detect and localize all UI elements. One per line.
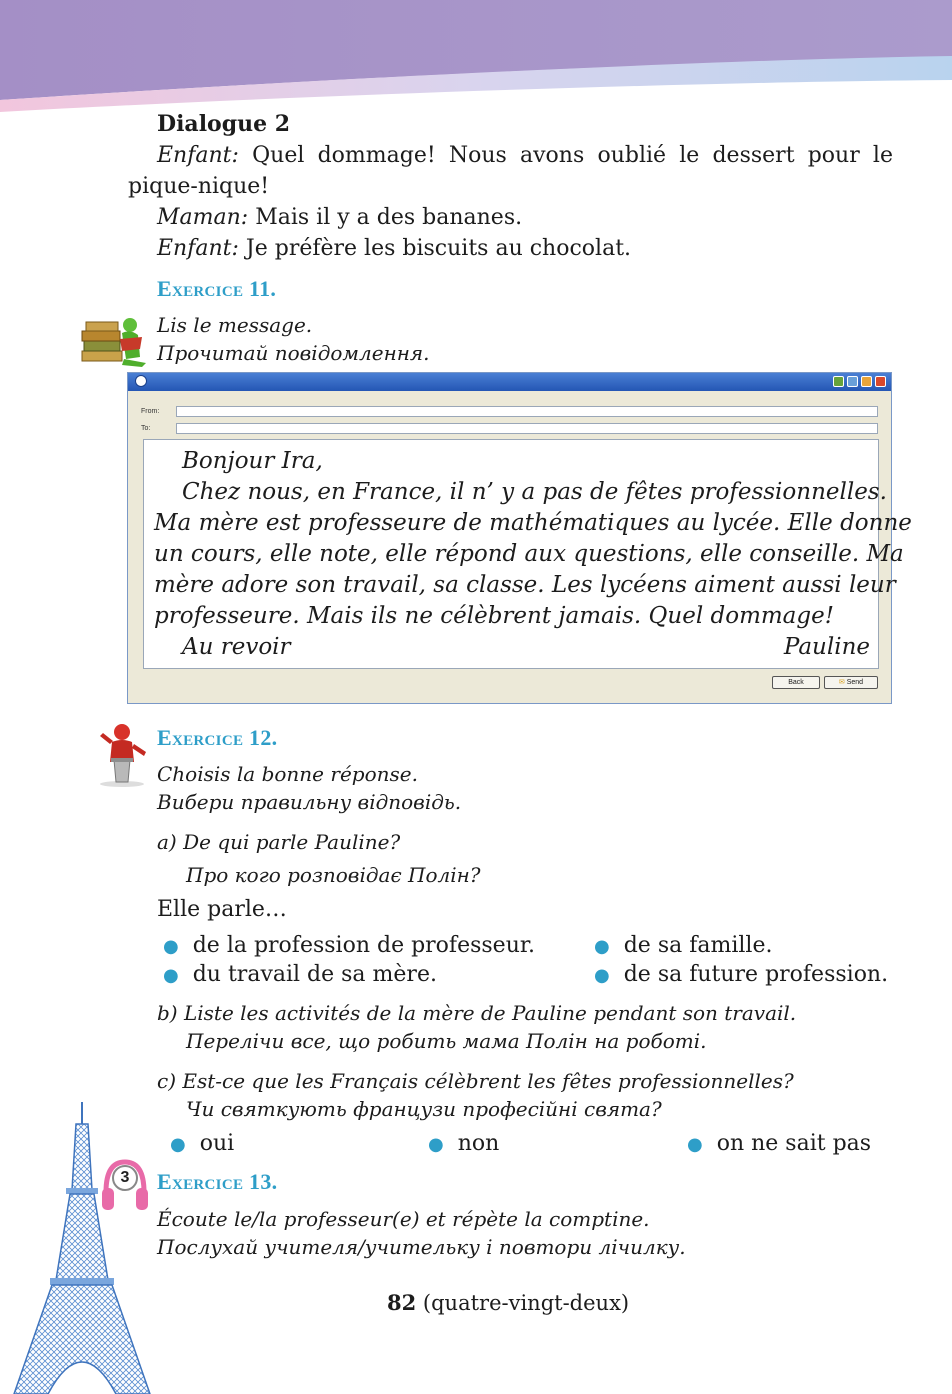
option-a2[interactable]: [594, 930, 772, 962]
option-label: oui: [199, 1131, 235, 1156]
mail-app-icon: [135, 375, 147, 387]
option-label: de la profession de professeur.: [192, 933, 535, 958]
question-b-uk: Перелічи все, що робить мама Полін на роботі.: [186, 1029, 707, 1053]
speaker-at-podium-icon: [96, 722, 152, 788]
bullet-icon: ●: [163, 936, 179, 957]
exercise-13-instruction-fr: Écoute le/la professeur(e) et répète la comptine.: [157, 1207, 650, 1231]
send-icon: ✉: [838, 679, 847, 686]
email-signoff: [154, 632, 870, 663]
option-label: du travail de sa mère.: [192, 962, 437, 987]
to-field[interactable]: [176, 423, 878, 434]
email-line: Chez nous, en France, il n’ y a pas de fêtes professionnelles.: [182, 479, 887, 505]
bullet-icon: ●: [594, 965, 610, 986]
email-line: professeure. Mais ils ne célèbrent jamais. Quel dommage!: [154, 603, 834, 629]
exercise-11-instruction-uk: Прочитай повідомлення.: [157, 341, 430, 365]
to-label: To:: [141, 425, 151, 432]
page-number-words: (quatre-vingt-deux): [422, 1291, 630, 1315]
exercise-13-title: Exercice 13.: [157, 1169, 278, 1194]
page-footer: [387, 1290, 629, 1315]
option-label: de sa famille.: [623, 933, 773, 958]
question-a-lead: Elle parle…: [157, 897, 287, 922]
speaker: Enfant:: [157, 236, 239, 261]
close-icon[interactable]: [875, 376, 886, 387]
dialogue-line-3: [157, 233, 631, 264]
option-c3[interactable]: [687, 1128, 871, 1160]
exercise-11-instruction-fr: Lis le message.: [157, 313, 313, 337]
question-a-uk: Про кого розповідає Полін?: [186, 863, 481, 887]
back-button[interactable]: Back: [772, 676, 820, 689]
speaker: Enfant:: [157, 143, 239, 168]
eiffel-tower-illustration: [0, 1100, 190, 1394]
exercise-12-instruction-uk: Вибери правильну відповідь.: [157, 790, 462, 814]
exercise-12-instruction-fr: Choisis la bonne réponse.: [157, 762, 418, 786]
dialogue-title: Dialogue 2: [157, 111, 291, 137]
email-line: mère adore son travail, sa classe. Les lycéens aiment aussi leur: [154, 572, 896, 598]
exercise-11-title: Exercice 11.: [157, 276, 277, 301]
reading-books-icon: [80, 313, 152, 369]
option-label: on ne sait pas: [716, 1131, 872, 1156]
email-line: un cours, elle note, elle répond aux questions, elle conseille. Ma: [154, 541, 904, 567]
bullet-icon: ●: [170, 1134, 186, 1155]
from-label: From:: [141, 408, 160, 415]
top-banner: [0, 0, 952, 112]
dialogue-line-1-cont: pique-nique!: [128, 174, 270, 199]
exercise-13-instruction-uk: Послухай учителя/учительку і повтори лічилку.: [157, 1235, 686, 1259]
page-number: 82: [387, 1290, 417, 1315]
from-field[interactable]: [176, 406, 878, 417]
question-b-fr: b) Liste les activités de la mère de Pauline pendant son travail.: [157, 1001, 797, 1025]
line-text: Je préfère les biscuits au chocolat.: [238, 236, 632, 261]
question-a-fr: a) De qui parle Pauline?: [157, 830, 401, 854]
option-a3[interactable]: [163, 959, 437, 991]
minimize-icon[interactable]: [847, 376, 858, 387]
bullet-icon: ●: [594, 936, 610, 957]
option-c2[interactable]: [428, 1128, 499, 1160]
email-window: [127, 372, 912, 704]
question-c-fr: c) Est-ce que les Français célèbrent les fêtes professionnelles?: [157, 1069, 794, 1093]
email-closing: Au revoir: [182, 634, 291, 660]
option-label: de sa future profession.: [623, 962, 889, 987]
bullet-icon: ●: [687, 1134, 703, 1155]
line-text: Mais il y a des bananes.: [248, 205, 523, 230]
edit-icon[interactable]: [833, 376, 844, 387]
send-button[interactable]: [824, 676, 878, 689]
exercise-12-title: Exercice 12.: [157, 725, 278, 750]
speaker: Maman:: [157, 205, 249, 230]
bullet-icon: ●: [163, 965, 179, 986]
send-label: Send: [846, 679, 864, 686]
email-greeting: Bonjour Ira,: [182, 448, 323, 474]
option-a1[interactable]: [163, 930, 535, 962]
audio-track-number: 3: [120, 1169, 130, 1186]
email-titlebar: [128, 373, 891, 391]
help-icon[interactable]: [861, 376, 872, 387]
question-c-uk: Чи святкують французи професійні свята?: [186, 1097, 662, 1121]
option-label: non: [457, 1131, 500, 1156]
email-message: [154, 446, 912, 663]
dialogue-line-1: [157, 140, 893, 171]
bullet-icon: ●: [428, 1134, 444, 1155]
email-body[interactable]: [143, 439, 912, 669]
email-signature: Pauline: [783, 634, 870, 660]
line-text: Quel dommage! Nous avons oublié le dessert pour le: [238, 143, 893, 168]
dialogue-line-2: [157, 202, 522, 233]
option-a4[interactable]: [594, 959, 888, 991]
email-line: Ma mère est professeure de mathématiques au lycée. Elle donne: [154, 510, 912, 536]
